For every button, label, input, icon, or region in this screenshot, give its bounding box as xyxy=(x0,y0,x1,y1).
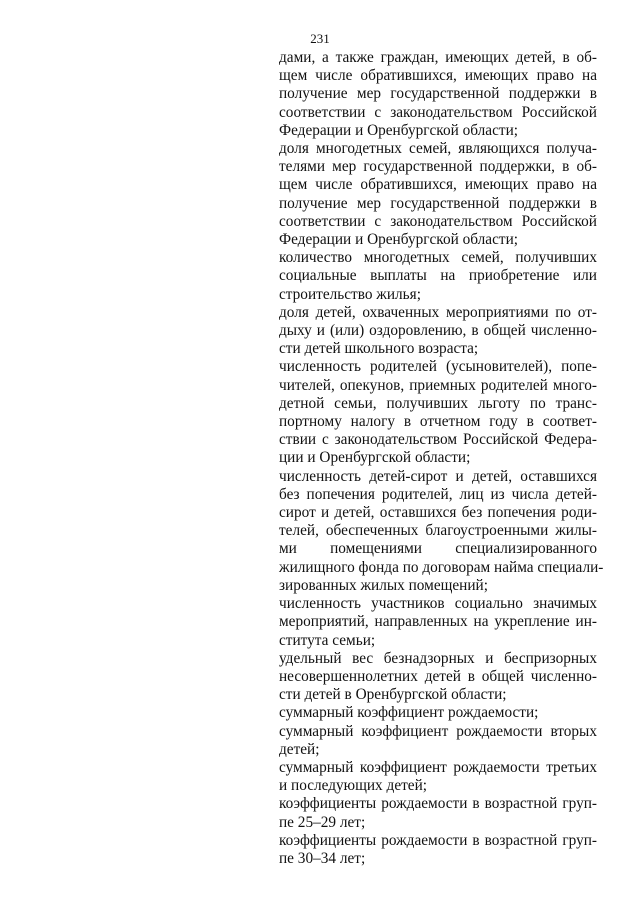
text-line: получение мер государственной поддержки в xyxy=(279,85,597,103)
paragraph xyxy=(279,704,597,722)
text-line: щем числе обратившихся, имеющих право на xyxy=(279,176,597,194)
paragraph xyxy=(279,832,597,868)
text-line: численность родителей (усыновителей), попе- xyxy=(279,358,597,376)
text-line: коэффициенты рождаемости в возрастной груп- xyxy=(279,831,597,849)
paragraph xyxy=(279,795,597,831)
text-line: детной семьи, получивших льготу по транс- xyxy=(279,394,597,412)
text-line: мероприятий, направленных на укрепление ин- xyxy=(279,613,597,631)
text-line: сти детей в Оренбургской области; xyxy=(279,686,507,704)
paragraph xyxy=(279,650,597,705)
paragraph xyxy=(279,249,597,304)
text-line: телей, обеспеченных благоустроенными жилы- xyxy=(279,522,597,540)
text-line: количество многодетных семей, получивших xyxy=(279,249,597,267)
text-line: Федерации и Оренбургской области; xyxy=(279,231,519,249)
text-line: дами, а также граждан, имеющих детей, в об- xyxy=(279,49,597,66)
text-line: доля детей, охваченных мероприятиями по от- xyxy=(279,303,597,321)
text-line: сти детей школьного возраста; xyxy=(279,340,479,358)
text-line: портному налогу в отчетном году в соответ- xyxy=(279,413,597,431)
text-line: ститута семьи; xyxy=(279,631,376,649)
text-line: суммарный коэффициент рождаемости третьих xyxy=(279,758,597,776)
text-line: коэффициенты рождаемости в возрастной груп- xyxy=(279,795,597,813)
text-line: дыху и (или) оздоровлению, в общей численно- xyxy=(279,322,597,340)
paragraph xyxy=(279,304,597,359)
text-line: детей; xyxy=(279,740,320,758)
text-line: телями мер государственной поддержки, в об- xyxy=(279,158,597,176)
paragraph xyxy=(279,49,597,140)
text-line: Федерации и Оренбургской области; xyxy=(279,121,519,139)
paragraph xyxy=(279,358,597,467)
text-line: соответствии с законодательством Российской xyxy=(279,103,597,121)
text-line: суммарный коэффициент рождаемости; xyxy=(279,704,539,722)
paragraph xyxy=(279,467,604,595)
text-line: строительство жилья; xyxy=(279,285,421,303)
text-line: ствии с законодательством Российской Федера- xyxy=(279,431,597,449)
text-line: суммарный коэффициент рождаемости вторых xyxy=(279,722,597,740)
text-line: удельный вес безнадзорных и беспризорных xyxy=(279,649,597,667)
text-line: щем числе обратившихся, имеющих право на xyxy=(279,67,597,85)
text-line: соответствии с законодательством Российской xyxy=(279,212,597,230)
text-line: сирот и детей, оставшихся без попечения роди- xyxy=(279,504,597,522)
text-line: пе 25–29 лет; xyxy=(279,813,366,831)
paragraph xyxy=(279,140,597,249)
document-body xyxy=(279,49,604,868)
text-line: несовершеннолетних детей в общей численно- xyxy=(279,667,597,685)
paragraph xyxy=(279,723,597,759)
text-line: получение мер государственной поддержки в xyxy=(279,194,597,212)
text-line: жилищного фонда по договорам найма специали- xyxy=(279,558,604,576)
paragraph xyxy=(279,595,597,650)
text-line: численность участников социально значимых xyxy=(279,595,597,613)
page-number: 231 xyxy=(310,31,330,46)
paragraph xyxy=(279,759,597,795)
text-line: зированных жилых помещений; xyxy=(279,576,488,594)
text-line: социальные выплаты на приобретение или xyxy=(279,267,597,285)
text-line: пе 30–34 лет; xyxy=(279,849,366,867)
text-line: без попечения родителей, лиц из числа детей- xyxy=(279,485,597,503)
text-line: чителей, опекунов, приемных родителей много- xyxy=(279,376,597,394)
text-line: численность детей-сирот и детей, оставшихся xyxy=(279,467,597,485)
text-line: доля многодетных семей, являющихся получа- xyxy=(279,140,597,158)
text-line: и последующих детей; xyxy=(279,777,428,795)
text-line: ции и Оренбургской области; xyxy=(279,449,471,467)
text-line: ми помещениями специализированного xyxy=(279,540,597,558)
